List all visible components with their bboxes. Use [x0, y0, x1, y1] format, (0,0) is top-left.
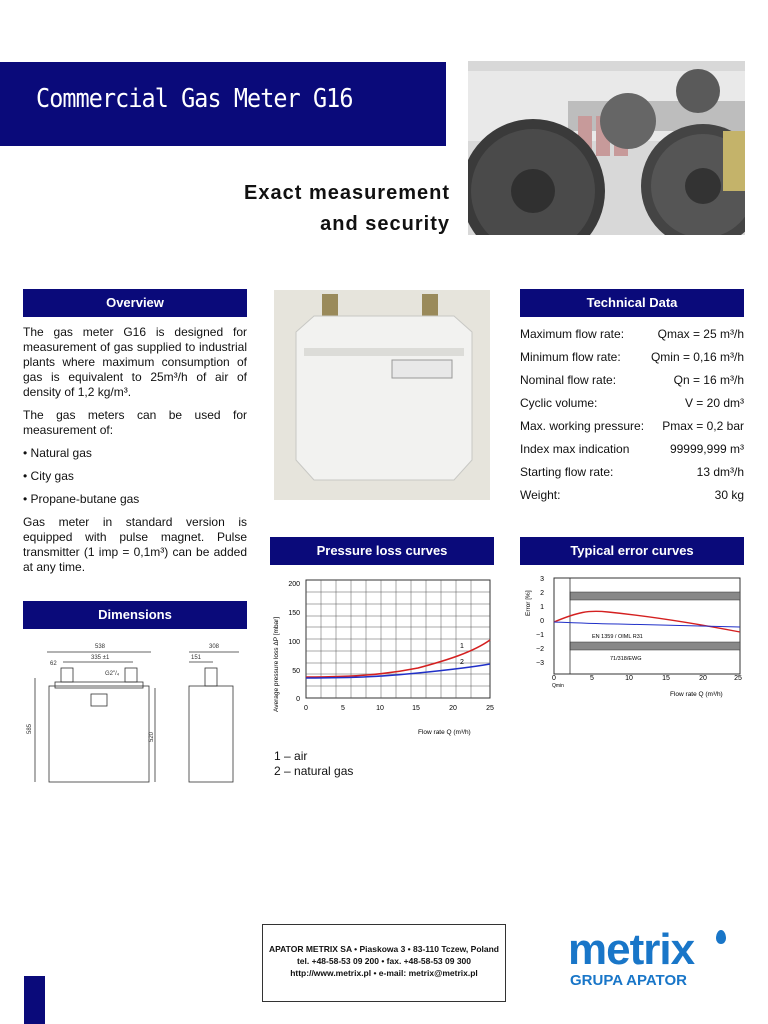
tech-value: Pmax = 0,2 bar	[662, 419, 744, 433]
bullet-item: • Propane-butane gas	[23, 492, 140, 506]
tech-label: Maximum flow rate:	[520, 327, 625, 341]
y-tick: 0	[540, 618, 544, 625]
water-drop-icon	[716, 930, 726, 944]
dimensions-heading: Dimensions	[23, 601, 247, 629]
page-title: Commercial Gas Meter G16	[36, 84, 353, 114]
technical-heading: Technical Data	[520, 289, 744, 317]
tech-row	[520, 488, 744, 502]
dim-label: G2"/₄	[105, 671, 120, 677]
x-tick: 20	[449, 705, 457, 712]
curve-label: 1	[460, 643, 464, 650]
web-line: http://www.metrix.pl • e-mail: metrix@metrix.pl	[290, 968, 478, 978]
headline-line1: Exact measurement	[244, 182, 450, 204]
tech-row	[520, 442, 744, 456]
headline-line2: and security	[320, 213, 450, 235]
x-tick: 0	[552, 675, 556, 682]
y-tick: 200	[288, 581, 300, 588]
x-axis-label: Flow rate Q (m³/h)	[418, 729, 471, 736]
legend-item: 2 – natural gas	[274, 764, 354, 778]
bullet-item: • Natural gas	[23, 446, 92, 460]
logo-wordmark: metrix	[568, 925, 695, 974]
y-tick: 100	[288, 639, 300, 646]
tech-value: 99999,999 m³	[669, 442, 744, 456]
headline	[244, 178, 450, 240]
x-tick: 0	[304, 705, 308, 712]
address-line: APATOR METRIX SA • Piaskowa 3 • 83-110 Tczew, Poland	[268, 944, 499, 954]
gas-meter-photo	[274, 290, 490, 500]
tech-row	[520, 373, 744, 387]
title-banner	[0, 62, 446, 146]
overview-paragraph: Gas meter in standard version is equipped with pulse magnet. Pulse transmitter (1 imp = 0,1m³) can be added at any time.	[23, 515, 247, 574]
phone-line: tel. +48-58-53 09 200 • fax. +48-58-53 09 300	[296, 956, 472, 966]
y-axis-label: Average pressure loss ΔP [mbar]	[273, 616, 280, 712]
pressure-chart	[268, 572, 498, 742]
x-tick: 20	[699, 675, 707, 682]
legend-item: 1 – air	[274, 749, 308, 763]
x-tick: 10	[376, 705, 384, 712]
y-tick: 50	[292, 668, 300, 675]
x-tick: 25	[486, 705, 494, 712]
x-tick: 25	[734, 675, 742, 682]
tech-label: Max. working pressure:	[520, 419, 645, 433]
tech-value: 13 dm³/h	[696, 465, 744, 479]
corner-accent	[24, 976, 45, 1024]
y-tick: 3	[540, 576, 544, 583]
y-tick: −1	[536, 632, 544, 639]
tech-label: Starting flow rate:	[520, 465, 614, 479]
metrix-logo	[568, 925, 744, 1000]
error-heading: Typical error curves	[520, 537, 744, 565]
x-tick: 5	[590, 675, 594, 682]
address-box	[262, 924, 506, 1002]
y-tick: 2	[540, 590, 544, 597]
tech-value: 30 kg	[714, 488, 744, 502]
overview-paragraph: The gas meters can be used for measurement of:	[23, 408, 247, 437]
gears-photo	[468, 61, 745, 235]
tech-row	[520, 465, 744, 479]
pressure-legend	[274, 749, 353, 779]
y-tick: 0	[296, 696, 300, 703]
dim-label: 151	[191, 655, 202, 661]
band-label: EN 1359 / OIML R31	[592, 634, 643, 640]
tech-label: Cyclic volume:	[520, 396, 598, 410]
overview-heading: Overview	[23, 289, 247, 317]
tech-value: Qmax = 25 m³/h	[657, 327, 744, 341]
error-chart	[518, 572, 748, 702]
y-axis-label: Error [%]	[525, 590, 532, 616]
tech-value: Qmin = 0,16 m³/h	[650, 350, 744, 364]
y-tick: 150	[288, 610, 300, 617]
tech-row	[520, 327, 744, 341]
qmin-label: Qmin	[552, 683, 564, 689]
tech-label: Index max indication	[520, 442, 630, 456]
curve-label: 2	[460, 659, 464, 666]
dimensions-drawing	[23, 638, 247, 788]
y-tick: 1	[540, 604, 544, 611]
tech-label: Nominal flow rate:	[520, 373, 617, 387]
overview-text	[23, 325, 247, 583]
x-axis-label: Flow rate Q (m³/h)	[670, 691, 723, 698]
y-tick: −2	[536, 646, 544, 653]
overview-paragraph: The gas meter G16 is designed for measurement of gas supplied to industrial plants where maximum consumption of gas is equivalent to 25m³/h of air of density of 1,2 kg/m³.	[23, 325, 247, 399]
tech-row	[520, 396, 744, 410]
x-tick: 15	[412, 705, 420, 712]
band-label: 71/318/EWG	[610, 656, 642, 662]
x-tick: 5	[341, 705, 345, 712]
pressure-heading: Pressure loss curves	[270, 537, 494, 565]
x-tick: 10	[625, 675, 633, 682]
dim-label: 585	[27, 723, 33, 734]
dim-label: 62	[50, 661, 57, 667]
tech-label: Weight:	[520, 488, 561, 502]
tech-row	[520, 350, 744, 364]
x-tick: 15	[662, 675, 670, 682]
tech-value: Qn = 16 m³/h	[673, 373, 744, 387]
dim-label: 520	[149, 731, 155, 742]
dim-label: 538	[95, 644, 106, 650]
tech-value: V = 20 dm³	[684, 396, 744, 410]
tech-label: Minimum flow rate:	[520, 350, 621, 364]
tech-row	[520, 419, 744, 433]
dim-label: 335 ±1	[91, 655, 110, 661]
logo-subtitle: GRUPA APATOR	[570, 972, 687, 989]
y-tick: −3	[536, 660, 544, 667]
dim-label: 308	[209, 644, 220, 650]
bullet-item: • City gas	[23, 469, 74, 483]
